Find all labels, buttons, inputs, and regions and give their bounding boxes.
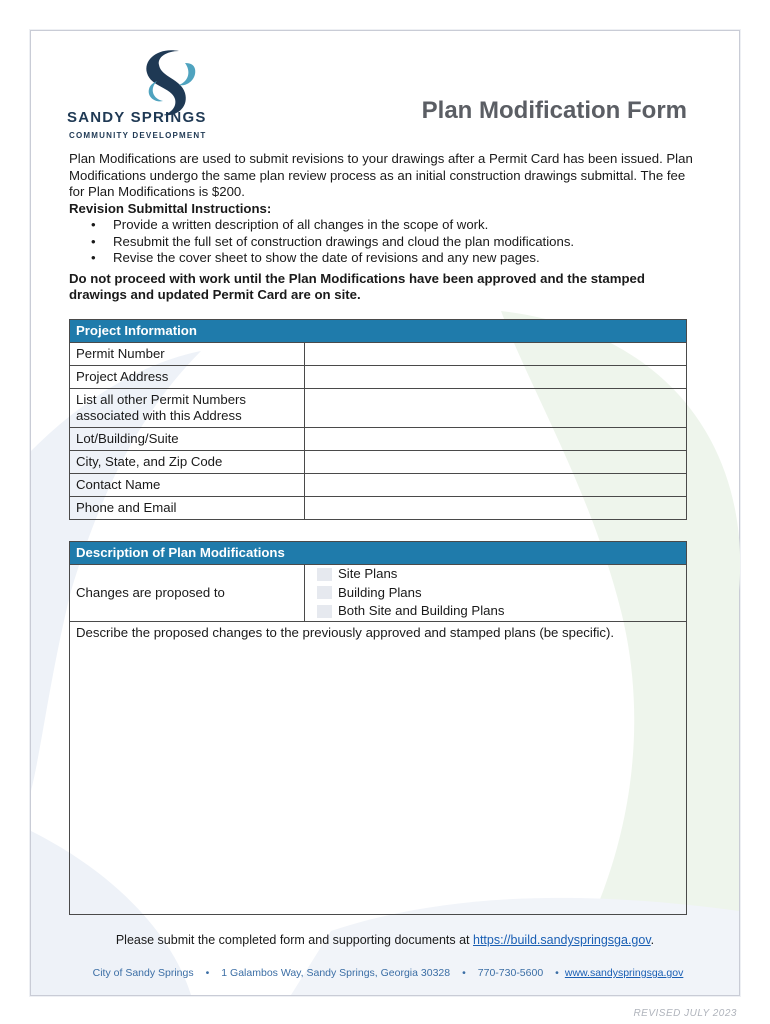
separator-bullet: •: [205, 967, 210, 979]
revision-date: REVISED JULY 2023: [633, 1008, 737, 1019]
permit-number-label: Permit Number: [70, 343, 305, 366]
submit-instructions: Please submit the completed form and supporting documents at https://build.sandyspringsga.gov.: [115, 933, 655, 947]
contact-footer: [31, 967, 739, 979]
phone-email-field[interactable]: [305, 497, 687, 520]
separator-bullet: •: [555, 967, 559, 979]
address: 1 Galambos Way, Sandy Springs, Georgia 30328: [221, 967, 451, 979]
lot-building-suite-label: Lot/Building/Suite: [70, 428, 305, 451]
separator-bullet: •: [462, 967, 466, 979]
project-address-label: Project Address: [70, 366, 305, 389]
contact-name-label: Contact Name: [70, 474, 305, 497]
warning-text: Do not proceed with work until the Plan Modifications have been approved and the stamped drawings and updated Permit Card are on site.: [69, 270, 645, 302]
plan-modifications-header: Description of Plan Modifications: [70, 542, 687, 565]
intro-paragraph: Plan Modifications are used to submit revisions to your drawings after a Permit Card has been issued. Plan Modifications undergo the same plan review process as an initial construction drawings submittal. The fee for Plan Modifications is $200.: [69, 151, 693, 199]
intro-section: [69, 151, 699, 304]
contact-name-field[interactable]: [305, 474, 687, 497]
describe-changes-label: Describe the proposed changes to the previously approved and stamped plans (be specific).: [70, 621, 687, 644]
both-plans-option[interactable]: [317, 602, 678, 621]
building-plans-option[interactable]: [317, 584, 678, 603]
site-plans-label: Site Plans: [338, 566, 398, 582]
city-state-zip-label: City, State, and Zip Code: [70, 451, 305, 474]
changes-proposed-label: Changes are proposed to: [70, 565, 305, 622]
both-plans-checkbox[interactable]: [317, 605, 332, 618]
instruction-item: • Revise the cover sheet to show the date of revisions and any new pages.: [113, 250, 699, 267]
instructions-heading: Revision Submittal Instructions:: [69, 200, 272, 216]
form-page: [30, 30, 740, 1019]
lot-building-suite-field[interactable]: [305, 428, 687, 451]
city-state-zip-field[interactable]: [305, 451, 687, 474]
other-permit-numbers-field[interactable]: [305, 389, 687, 428]
describe-changes-textarea[interactable]: [70, 644, 687, 915]
project-information-table: [69, 319, 687, 520]
project-information-header: Project Information: [70, 320, 687, 343]
website-link[interactable]: www.sandyspringsga.gov: [564, 967, 684, 979]
site-plans-option[interactable]: [317, 565, 678, 584]
changes-options: [305, 565, 687, 622]
site-plans-checkbox[interactable]: [317, 568, 332, 581]
other-permit-numbers-label: List all other Permit Numbers associated with this Address: [70, 389, 305, 428]
both-plans-label: Both Site and Building Plans: [338, 603, 505, 619]
logo-subtitle: COMMUNITY DEVELOPMENT: [69, 131, 207, 140]
submit-link[interactable]: https://build.sandyspringsga.gov: [473, 933, 651, 947]
permit-number-field[interactable]: [305, 343, 687, 366]
phone-number: 770-730-5600: [477, 967, 544, 979]
plan-modifications-table: [69, 541, 687, 915]
building-plans-label: Building Plans: [338, 584, 422, 600]
submit-text: Please submit the completed form and supporting documents at: [115, 933, 470, 947]
logo-name: SANDY SPRINGS: [67, 109, 207, 126]
instructions-list: [69, 217, 699, 267]
city-name: City of Sandy Springs: [92, 967, 194, 979]
project-address-field[interactable]: [305, 366, 687, 389]
phone-email-label: Phone and Email: [70, 497, 305, 520]
instruction-item: • Provide a written description of all changes in the scope of work.: [113, 217, 699, 234]
instruction-item: • Resubmit the full set of construction drawings and cloud the plan modifications.: [113, 234, 699, 251]
building-plans-checkbox[interactable]: [317, 586, 332, 599]
page-title: Plan Modification Form: [421, 97, 687, 124]
